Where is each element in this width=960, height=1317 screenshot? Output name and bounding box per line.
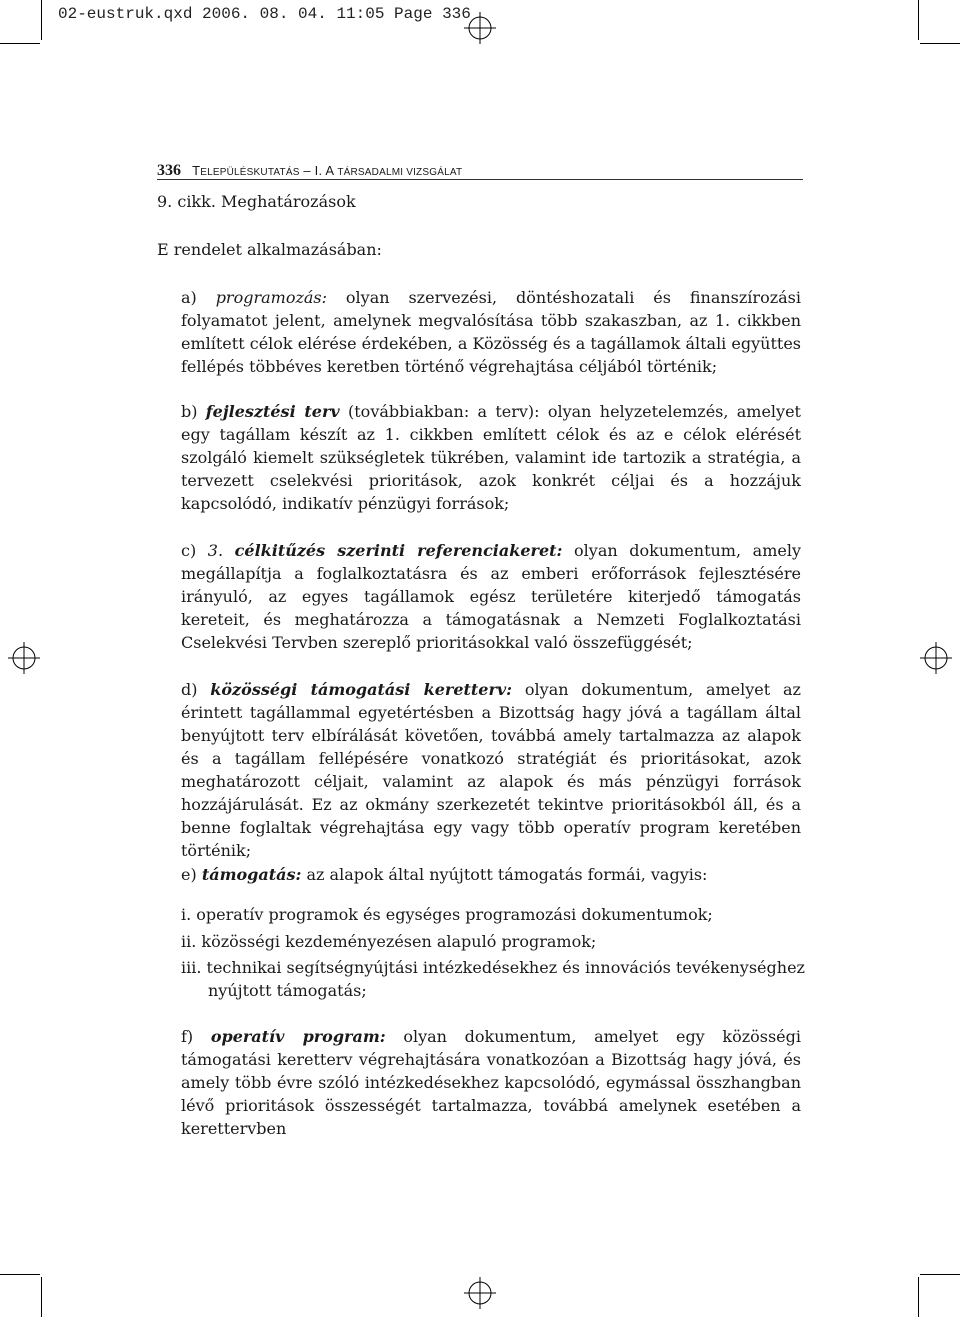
crop-mark: [918, 0, 919, 40]
term: programozás:: [215, 288, 328, 307]
definition-e: e) támogatás: az alapok által nyújtott támogatás formái, vagyis:: [181, 865, 708, 884]
running-title: TELEPÜLÉSKUTATÁS – I. A TÁRSADALMI VIZSGÁLAT: [192, 163, 463, 178]
definition-d: d) közösségi támogatási keretterv: olyan dokumentum, amelyet az érintett tagállammal egyetértésben a Bizottság hagy jóvá a tagállam által benyújtott terv elbírálását követően, továbbá amely tartalmazza az alapok és a tagállam fellépésére vonatkozó stratégiát és prioritásokat, azok meghatározott céljait, valamint az alapok és más pénzügyi források hozzájárulását. Ez az okmány szerkezetét tekintve prioritásokból áll, és a benne foglaltak végrehajtása egy vagy több operatív program keretében történik;: [181, 680, 801, 860]
term: célkitűzés szerinti referenciakeret:: [234, 541, 563, 560]
crop-mark: [920, 43, 960, 44]
crop-mark: [0, 1274, 40, 1275]
sublist-item: nyújtott támogatás;: [208, 981, 367, 1000]
crop-mark: [918, 1277, 919, 1317]
crop-mark: [920, 1274, 960, 1275]
sublist-item: ii. közösségi kezdeményezésen alapuló programok;: [181, 932, 597, 951]
registration-mark-icon: [920, 642, 952, 674]
registration-mark-icon: [464, 1277, 496, 1309]
definition-a: a) programozás: olyan szervezési, döntéshozatali és finanszírozási folyamatot jelent, amelynek megvalósítása több szakaszban, az 1. cikkben említett célok elérése érdekében, a Közösség és a tagállamok általi együttes fellépés többéves keretben történő végrehajtása céljából történik;: [181, 288, 801, 376]
term: fejlesztési terv: [205, 402, 340, 421]
crop-mark: [41, 0, 42, 40]
definition-b: b) fejlesztési terv (továbbiakban: a terv): olyan helyzetelemzés, amelyet egy tagállam készít az 1. cikkben említett célok és az e célok elérését szolgáló kiemelt szükségletek tükrében, valamint ide tartozik a stratégia, a tervezett cselekvési prioritások, azok konkrét céljai és a hozzájuk kapcsolódó, indikatív pénzügyi források;: [181, 402, 801, 513]
sublist-item: i. operatív programok és egységes programozási dokumentumok;: [181, 905, 713, 924]
print-slug: 02-eustruk.qxd 2006. 08. 04. 11:05 Page 336: [58, 5, 471, 23]
running-header: [157, 160, 803, 180]
article-title: 9. cikk. Meghatározások: [157, 192, 356, 211]
sublist-item: iii. technikai segítségnyújtási intézkedésekhez és innovációs tevékenységhez: [181, 958, 805, 977]
definition-c: c) 3. célkitűzés szerinti referenciakeret: olyan dokumentum, amely megállapítja a foglalkoztatásra és az emberi erőforrások fejlesztésére irányuló, az egyes tagállamok egész területére kiterjedő támogatás kereteit, és meghatározza a támogatásnak a Nemzeti Foglalkoztatási Cselekvési Tervben szereplő prioritásokkal való összefüggését;: [181, 541, 801, 652]
registration-mark-icon: [8, 642, 40, 674]
crop-mark: [41, 1277, 42, 1317]
page-number: 336: [157, 162, 181, 179]
term: operatív program:: [210, 1027, 386, 1046]
term: támogatás:: [201, 865, 302, 884]
crop-mark: [0, 43, 40, 44]
definition-f: f) operatív program: olyan dokumentum, amelyet egy közösségi támogatási keretterv végrehajtására vonatkozóan a Bizottság hagy jóvá, és amely több évre szóló intézkedésekhez kapcsolódó, egymással összhangban lévő prioritások összességét tartalmazza, továbbá amelynek esetében a kerettervben: [181, 1027, 802, 1138]
intro-text: E rendelet alkalmazásában:: [157, 240, 382, 259]
term: közösségi támogatási keretterv:: [210, 680, 513, 699]
